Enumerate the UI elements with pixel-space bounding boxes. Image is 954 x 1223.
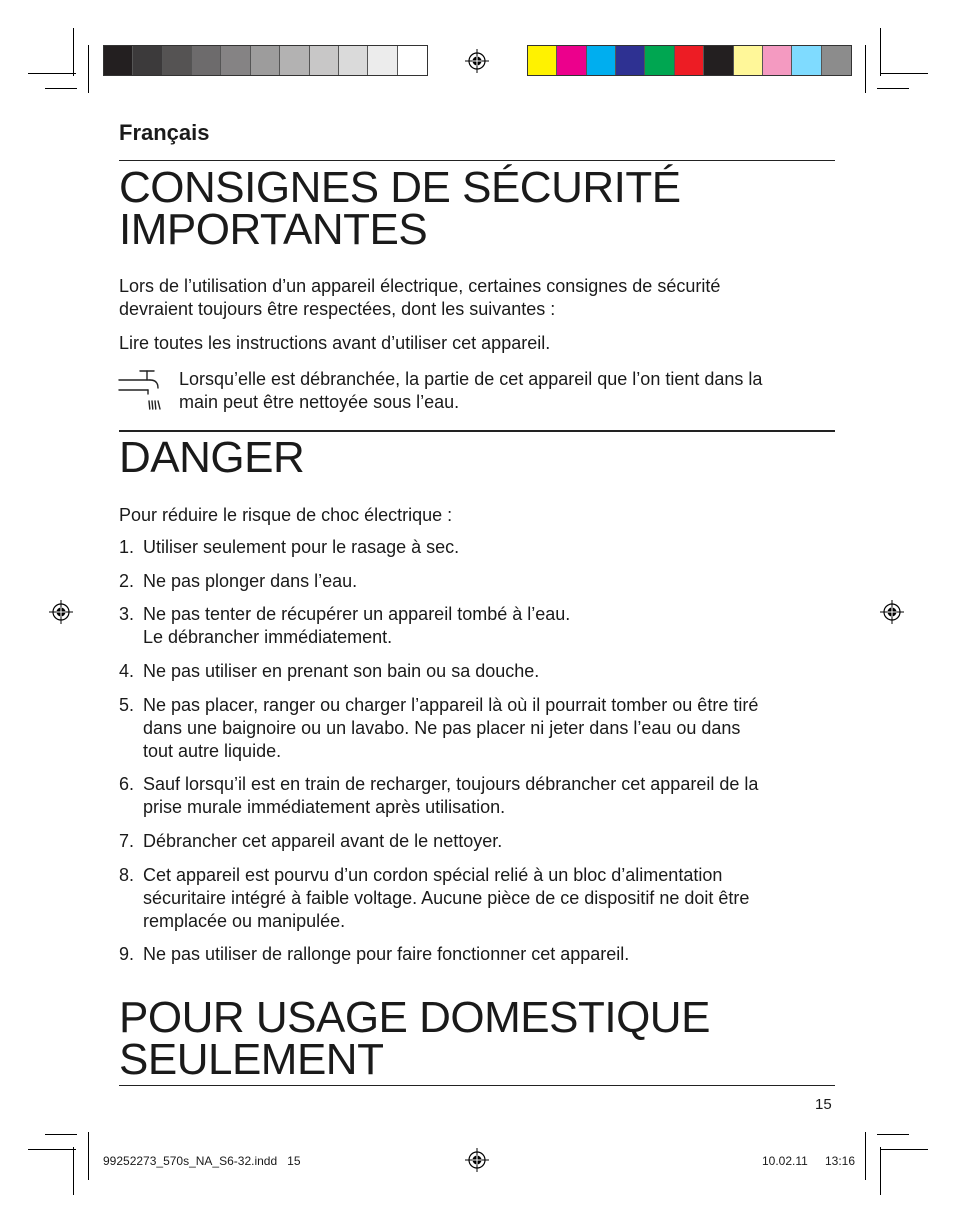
list-item-text	[143, 603, 835, 649]
color-swatch	[104, 46, 133, 75]
crop-mark	[88, 45, 89, 93]
list-item-number: 3.	[119, 604, 135, 624]
list-item-text	[143, 943, 835, 966]
list-item-text	[143, 773, 835, 819]
list-item-number: 8.	[119, 865, 135, 885]
faucet-washable-icon	[118, 368, 164, 414]
title-line: SEULEMENT	[119, 1035, 384, 1084]
crop-mark	[88, 1132, 89, 1180]
danger-intro: Pour réduire le risque de choc électrique :	[119, 505, 453, 525]
text-line: sécuritaire intégré à faible voltage. Aucune pièce de ce dispositif ne doit être	[143, 888, 750, 908]
crop-mark	[45, 1134, 77, 1135]
list-item-number: 1.	[119, 537, 135, 557]
text-line: prise murale immédiatement après utilisation.	[143, 797, 506, 817]
color-swatch	[398, 46, 427, 75]
color-swatch	[133, 46, 162, 75]
color-swatch	[792, 46, 821, 75]
list-item-text	[143, 694, 835, 763]
danger-list-item	[119, 694, 835, 763]
danger-list-item	[119, 943, 835, 966]
text-line: Lorsqu’elle est débranchée, la partie de cet appareil que l’on tient dans la	[179, 369, 763, 389]
title-line: IMPORTANTES	[119, 205, 428, 254]
crop-mark	[880, 73, 928, 74]
section-title-household	[119, 993, 710, 1084]
crop-mark	[880, 1149, 928, 1150]
crop-mark	[880, 28, 881, 76]
color-swatch	[616, 46, 645, 75]
registration-mark-icon	[49, 600, 73, 624]
read-instructions-paragraph: Lire toutes les instructions avant d’utiliser cet appareil.	[119, 333, 551, 353]
list-item-number: 7.	[119, 831, 135, 851]
title-line: POUR USAGE DOMESTIQUE	[119, 993, 710, 1042]
danger-list-item	[119, 864, 835, 933]
text-line: Lors de l’utilisation d’un appareil électrique, certaines consignes de sécurité	[119, 276, 721, 296]
divider	[119, 160, 835, 161]
crop-mark	[45, 88, 77, 89]
list-item-text	[143, 864, 835, 933]
color-swatch	[557, 46, 586, 75]
text-line: Ne pas utiliser de rallonge pour faire fonctionner cet appareil.	[143, 944, 630, 964]
color-swatch	[675, 46, 704, 75]
color-swatch	[192, 46, 221, 75]
danger-list-item	[119, 603, 835, 649]
registration-mark-icon	[465, 49, 489, 73]
color-swatch	[339, 46, 368, 75]
text-line: Le débrancher immédiatement.	[143, 627, 393, 647]
color-swatch	[310, 46, 339, 75]
text-line: tout autre liquide.	[143, 741, 282, 761]
list-item-number: 5.	[119, 695, 135, 715]
text-line: Cet appareil est pourvu d’un cordon spécial relié à un bloc d’alimentation	[143, 865, 723, 885]
list-item-text	[143, 830, 835, 853]
color-swatch	[704, 46, 733, 75]
crop-mark	[28, 1149, 76, 1150]
danger-list-item	[119, 773, 835, 819]
page-number: 15	[815, 1096, 832, 1113]
color-swatch	[822, 46, 851, 75]
text-line: dans une baignoire ou un lavabo. Ne pas placer ni jeter dans l’eau ou dans	[143, 718, 741, 738]
divider	[119, 1085, 835, 1086]
divider	[119, 430, 835, 432]
color-swatch	[763, 46, 792, 75]
crop-mark	[865, 1132, 866, 1180]
text-line: Ne pas placer, ranger ou charger l’appareil là où il pourrait tomber ou être tiré	[143, 695, 759, 715]
crop-mark	[877, 88, 909, 89]
process-color-bar	[527, 45, 852, 76]
crop-mark	[865, 45, 866, 93]
danger-list-item	[119, 830, 835, 853]
list-item-number: 6.	[119, 774, 135, 794]
registration-mark-icon	[465, 1148, 489, 1172]
color-swatch	[368, 46, 397, 75]
list-item-number: 4.	[119, 661, 135, 681]
color-swatch	[251, 46, 280, 75]
text-line: remplacée ou manipulée.	[143, 911, 346, 931]
list-item-number: 9.	[119, 944, 135, 964]
color-swatch	[528, 46, 557, 75]
title-line: CONSIGNES DE SÉCURITÉ	[119, 163, 681, 212]
color-swatch	[163, 46, 192, 75]
color-swatch	[280, 46, 309, 75]
text-line: Ne pas utiliser en prenant son bain ou sa douche.	[143, 661, 540, 681]
crop-mark	[28, 73, 76, 74]
color-swatch	[734, 46, 763, 75]
text-line: Ne pas tenter de récupérer un appareil tombé à l’eau.	[143, 604, 571, 624]
list-item-text	[143, 536, 835, 559]
color-swatch	[221, 46, 250, 75]
danger-list-item	[119, 536, 835, 559]
grayscale-color-bar	[103, 45, 428, 76]
text-line: Sauf lorsqu’il est en train de recharger, toujours débrancher cet appareil de la	[143, 774, 759, 794]
print-time: 13:16	[825, 1154, 856, 1168]
file-name: 99252273_570s_NA_S6-32.indd 15	[103, 1154, 301, 1168]
intro-paragraph	[119, 275, 835, 321]
danger-list-item	[119, 570, 835, 593]
text-line: Débrancher cet appareil avant de le nettoyer.	[143, 831, 503, 851]
text-line: main peut être nettoyée sous l’eau.	[179, 392, 460, 412]
list-item-number: 2.	[119, 571, 135, 591]
text-line: devraient toujours être respectées, dont les suivantes :	[119, 299, 556, 319]
text-line: Utiliser seulement pour le rasage à sec.	[143, 537, 460, 557]
language-heading: Français	[119, 120, 210, 145]
danger-list-item	[119, 660, 835, 683]
crop-mark	[73, 28, 74, 76]
crop-mark	[880, 1147, 881, 1195]
section-title-danger: DANGER	[119, 433, 305, 482]
color-swatch	[645, 46, 674, 75]
section-title-safety	[119, 163, 681, 254]
washable-note	[179, 368, 839, 414]
registration-mark-icon	[880, 600, 904, 624]
print-date: 10.02.11	[762, 1154, 808, 1168]
crop-mark	[877, 1134, 909, 1135]
crop-mark	[73, 1147, 74, 1195]
text-line: Ne pas plonger dans l’eau.	[143, 571, 358, 591]
list-item-text	[143, 660, 835, 683]
color-swatch	[587, 46, 616, 75]
list-item-text	[143, 570, 835, 593]
